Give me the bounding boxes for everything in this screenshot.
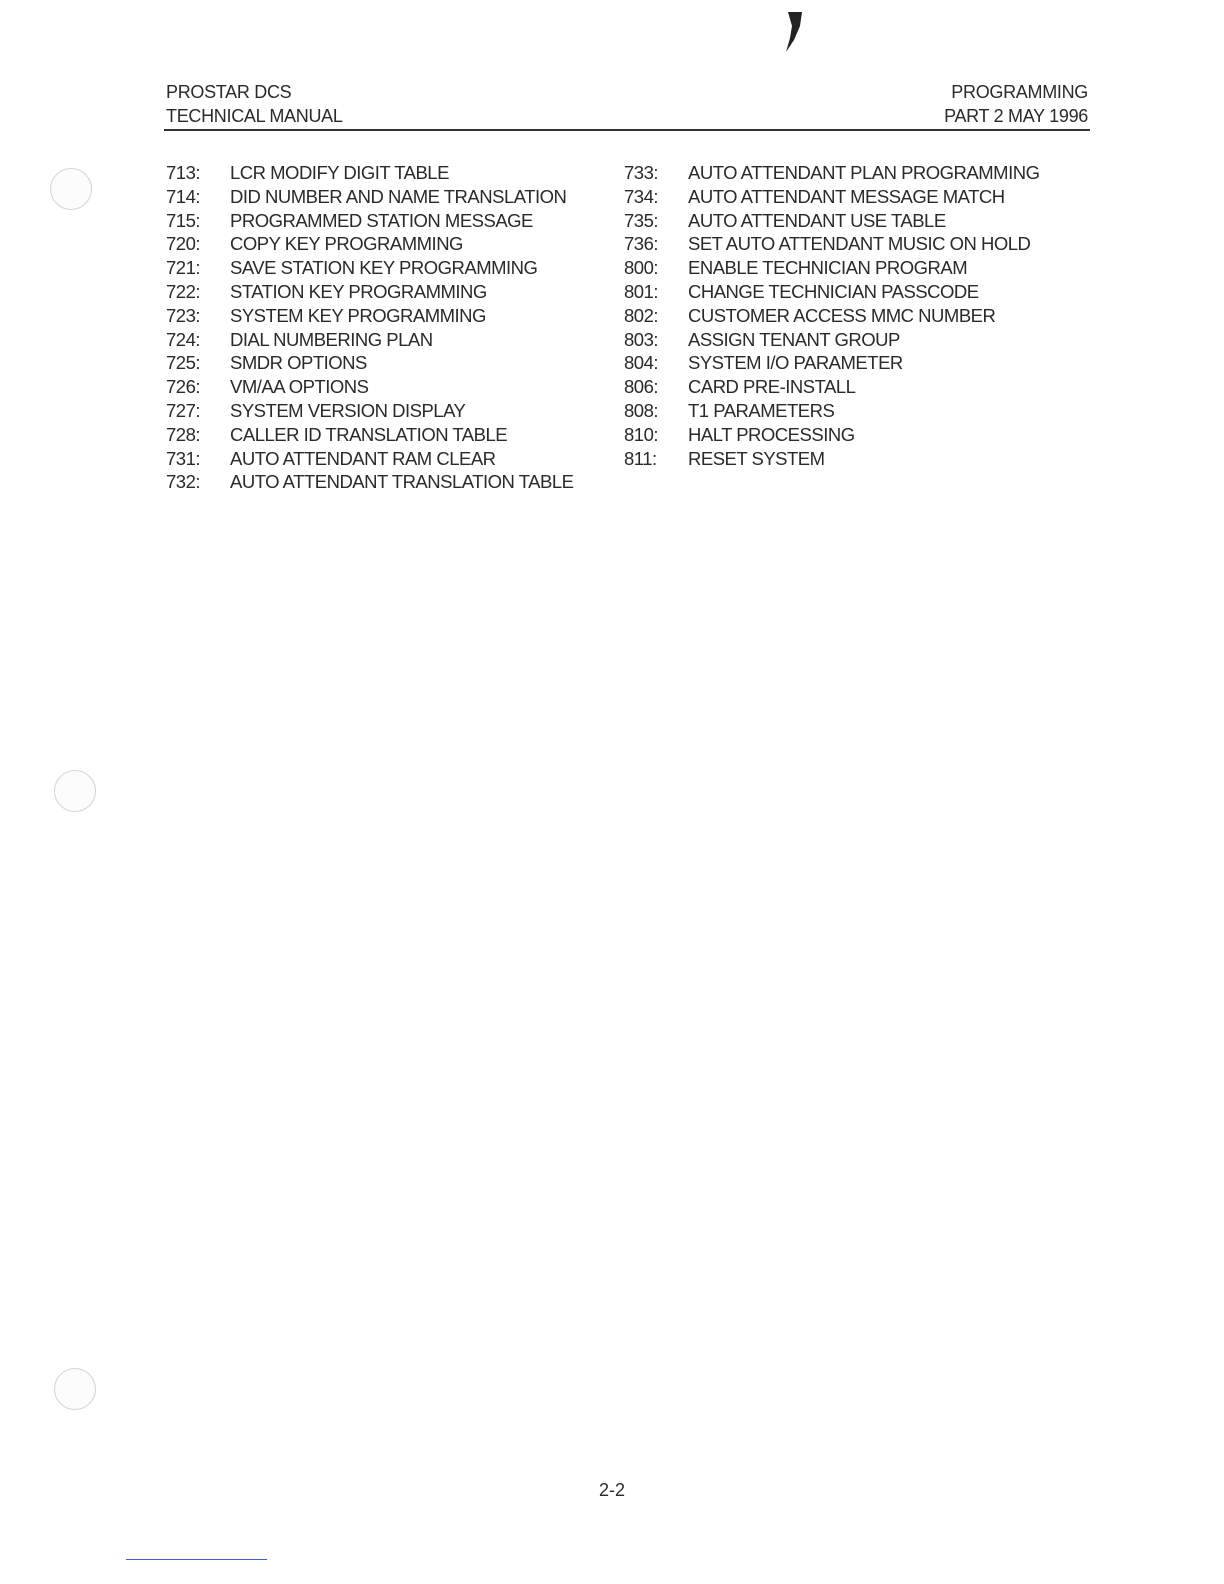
program-title: T1 PARAMETERS [688,399,835,421]
program-title: COPY KEY PROGRAMMING [230,233,463,255]
list-item [624,447,1039,471]
program-number: 732: [166,471,201,493]
program-title: AUTO ATTENDANT RAM CLEAR [230,447,496,469]
program-number: 800: [624,257,659,279]
program-number: 804: [624,352,659,374]
program-title: SYSTEM I/O PARAMETER [688,352,903,374]
program-number: 725: [166,352,201,374]
section-name: PROGRAMMING [951,82,1088,102]
program-list-right [624,161,1039,470]
program-number: 733: [624,162,659,183]
list-item [166,375,573,399]
list-item [624,185,1039,209]
list-item [624,328,1039,352]
program-title: CALLER ID TRANSLATION TABLE [230,423,508,445]
program-title: VM/AA OPTIONS [230,376,369,398]
program-title: AUTO ATTENDANT USE TABLE [688,209,946,231]
program-number: 715: [166,209,201,231]
program-title: PROGRAMMED STATION MESSAGE [230,209,533,231]
ink-mark-icon [782,10,804,54]
program-title: ENABLE TECHNICIAN PROGRAM [688,257,968,279]
program-number: 723: [166,304,201,326]
program-number: 808: [624,399,659,421]
list-item [624,351,1039,375]
list-item [624,280,1039,304]
program-number: 714: [166,185,201,207]
program-number: 720: [166,233,201,255]
program-number: 811: [624,447,657,469]
program-title: CHANGE TECHNICIAN PASSCODE [688,280,979,302]
list-item [624,304,1039,328]
program-number: 801: [624,280,659,302]
program-title: STATION KEY PROGRAMMING [230,280,487,302]
list-item [166,256,573,280]
header-rule [164,129,1090,131]
program-title: HALT PROCESSING [688,423,855,445]
list-item [166,161,573,185]
program-title: DIAL NUMBERING PLAN [230,328,433,350]
program-title: AUTO ATTENDANT MESSAGE MATCH [688,185,1005,207]
program-number: 726: [166,376,201,398]
list-item [624,399,1039,423]
document-header-left [166,80,343,128]
program-title: SYSTEM KEY PROGRAMMING [230,304,486,326]
program-number: 802: [624,304,659,326]
part-and-date: PART 2 MAY 1996 [944,106,1088,126]
punch-hole-middle [54,770,96,812]
document-header-right [944,80,1088,128]
program-title: LCR MODIFY DIGIT TABLE [230,162,449,183]
list-item [624,232,1039,256]
list-item [624,375,1039,399]
bottom-scan-line [126,1559,267,1560]
program-number: 727: [166,399,201,421]
program-title: DID NUMBER AND NAME TRANSLATION [230,185,567,207]
program-number: 735: [624,209,659,231]
program-number: 806: [624,376,659,398]
program-title: CARD PRE-INSTALL [688,376,856,398]
list-item [624,256,1039,280]
program-number: 731: [166,447,201,469]
program-number: 810: [624,423,659,445]
program-title: RESET SYSTEM [688,447,825,469]
list-item [166,423,573,447]
program-title: AUTO ATTENDANT TRANSLATION TABLE [230,471,574,493]
punch-hole-top [50,168,92,210]
program-number: 724: [166,328,201,350]
list-item [166,351,573,375]
program-number: 722: [166,280,201,302]
list-item [166,399,573,423]
manual-name: TECHNICAL MANUAL [166,106,343,126]
program-title: ASSIGN TENANT GROUP [688,328,900,350]
list-item [166,304,573,328]
product-name: PROSTAR DCS [166,82,292,102]
list-item [166,447,573,471]
program-number: 728: [166,423,201,445]
list-item [166,328,573,352]
list-item [624,209,1039,233]
page-number: 2-2 [598,1480,625,1500]
list-item [624,161,1039,185]
program-title: SMDR OPTIONS [230,352,367,374]
program-title: AUTO ATTENDANT PLAN PROGRAMMING [688,162,1040,183]
list-item [166,185,573,209]
program-number: 803: [624,328,659,350]
program-number: 721: [166,257,201,279]
program-list-left [166,161,573,494]
program-number: 713: [166,162,201,183]
program-title: SET AUTO ATTENDANT MUSIC ON HOLD [688,233,1031,255]
list-item [166,232,573,256]
program-title: CUSTOMER ACCESS MMC NUMBER [688,304,996,326]
program-title: SAVE STATION KEY PROGRAMMING [230,257,538,279]
program-number: 734: [624,185,659,207]
list-item [624,423,1039,447]
program-number: 736: [624,233,659,255]
list-item [166,209,573,233]
list-item [166,280,573,304]
program-title: SYSTEM VERSION DISPLAY [230,399,466,421]
punch-hole-bottom [54,1368,96,1410]
list-item [166,470,573,494]
